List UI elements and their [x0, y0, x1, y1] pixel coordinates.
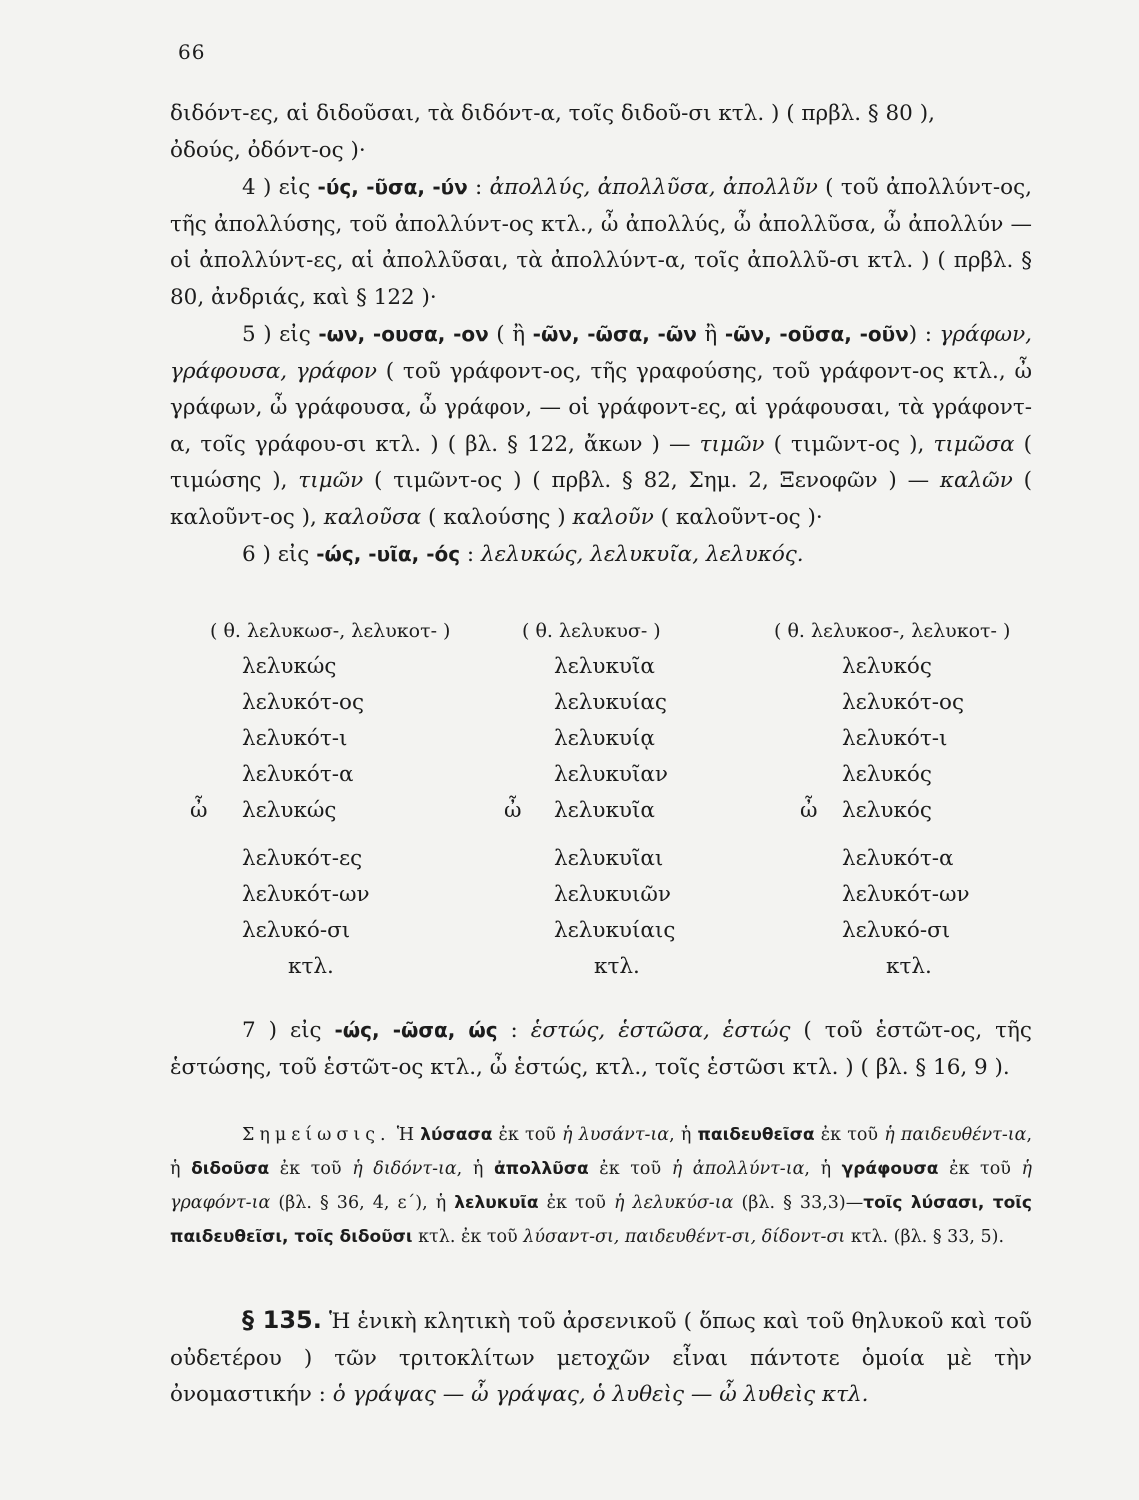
- form-cell: λελυκότ-ος: [242, 690, 364, 715]
- form-cell: λελυκώς: [242, 654, 337, 679]
- item-rest: ( τοῦ ἀπολλύντ-ος, τῆς ἀπολλύσης, τοῦ ἀπολλύντ-ος κτλ., ὦ ἀπολλύς, ὦ ἀπολλῦσα, ὦ ἀπολλύν — οἱ ἀπολλύντ-ες, αἱ ἀπολλῦσαι, τὰ ἀπολλύντ-α, τοῖς ἀπολλῦ-σι κτλ. ) ( πρβλ. § 80, ἀνδριάς, καὶ § 122 )·: [170, 175, 1032, 310]
- form-cell: λελυκότ-ι: [242, 726, 348, 751]
- examples: γράφων, γράφουσα, γράφον: [170, 322, 1032, 384]
- item-5: [170, 316, 1032, 536]
- form-cell: λελυκό-σι: [242, 918, 351, 943]
- vocative-marker: ὦ: [800, 798, 818, 823]
- form-cell: λελυκυῖα: [554, 798, 655, 823]
- bold-form: ἀπολλῦσα: [493, 1159, 589, 1179]
- text: ( τιμῶντ-ος ) ( πρβλ. § 82, Σημ. 2, Ξενοφῶν ) —: [363, 468, 940, 493]
- section-number: § 135.: [242, 1306, 322, 1334]
- form-cell: κτλ.: [594, 954, 640, 979]
- form-cell: λελυκυιῶν: [554, 882, 672, 907]
- note-paragraph: [170, 1118, 1032, 1254]
- italic-form: ἡ ἀπολλύντ-ια: [671, 1159, 805, 1179]
- text-line: διδόντ-ες, αἱ διδοῦσαι, τὰ διδόντ-α, τοῖς διδοῦ-σι κτλ. ) ( πρβλ. § 80 ),: [170, 101, 935, 126]
- text: Ἡ ἑνικὴ κλητικὴ τοῦ ἀρσενικοῦ ( ὅπως καὶ τοῦ θηλυκοῦ καὶ τοῦ οὐδετέρου ) τῶν τριτοκλίτων μετοχῶν εἶναι πάντοτε ὁμοία μὲ τὴν ὀνομαστικήν :: [170, 1309, 1032, 1407]
- note-label: Σημείωσις.: [242, 1125, 391, 1145]
- text: ἐκ τοῦ: [814, 1125, 885, 1145]
- text: ( ἢ: [488, 322, 533, 347]
- form-cell: κτλ.: [886, 954, 932, 979]
- bold-form: τοῖς λύσασι, τοῖς παιδευθεῖσι, τοῖς διδοῦσι: [170, 1193, 1033, 1247]
- form-cell: λελυκός: [842, 798, 932, 823]
- text-line: ὀδούς, ὀδόντ-ος )·: [170, 137, 366, 163]
- text: ἐκ τοῦ: [938, 1159, 1022, 1179]
- form-cell: λελυκυίαις: [554, 918, 676, 943]
- form-cell: λελυκότ-ι: [842, 726, 948, 751]
- form-cell: κτλ.: [288, 954, 334, 979]
- example-word: τιμῶν: [699, 431, 765, 457]
- form-cell: λελυκότ-ες: [242, 846, 363, 871]
- italic-form: ἡ λυσάντ-ια: [562, 1125, 670, 1145]
- vocative-marker: ὦ: [190, 798, 208, 823]
- example-word: καλοῦν: [572, 504, 654, 530]
- colon: :: [497, 1018, 531, 1043]
- text: (βλ. § 33,3)—: [733, 1193, 864, 1213]
- text: ( τιμώσης ),: [170, 431, 1032, 493]
- text: ἐκ τοῦ: [269, 1159, 353, 1179]
- text: ἐκ τοῦ: [538, 1193, 614, 1213]
- bold-form: διδοῦσα: [191, 1159, 270, 1179]
- item-lead: 6 ) εἰς: [242, 542, 317, 567]
- endings: -ώς, -ῶσα, ώς: [334, 1018, 498, 1042]
- section-135: [170, 1302, 1032, 1414]
- text: , ἡ: [170, 1125, 1033, 1179]
- text: , ἡ: [804, 1159, 842, 1179]
- body-text: [170, 96, 1032, 574]
- text: ) :: [908, 322, 940, 347]
- item-rest: ( τοῦ γράφοντ-ος, τῆς γραφούσης, τοῦ γράφοντ-ος κτλ., ὦ γράφων, ὦ γράφουσα, ὦ γράφον, — οἱ γράφοντ-ες, αἱ γράφουσαι, τὰ γράφοντ-α, τοῖς γράφου-σι κτλ. ) ( βλ. § 122, ἄκων ) —: [170, 358, 1032, 457]
- endings: -ώς, -υῖα, -ός: [316, 542, 461, 566]
- item-6: [170, 536, 1032, 574]
- endings: -ῶν, -ῶσα, -ῶν: [532, 322, 697, 346]
- item-7-block: [170, 1012, 1032, 1086]
- text: ( καλοῦντ-ος )·: [653, 504, 823, 530]
- page-number: 66: [178, 40, 206, 64]
- form-cell: λελυκυίας: [554, 690, 667, 715]
- form-cell: λελυκό-σι: [842, 918, 951, 943]
- item-lead: 5 ) εἰς: [242, 322, 319, 347]
- text: ἐκ τοῦ: [588, 1159, 672, 1179]
- column-header: ( θ. λελυκυσ- ): [522, 620, 661, 642]
- bold-form: λύσασα: [420, 1125, 493, 1145]
- form-cell: λελυκυῖα: [554, 654, 655, 679]
- text: , ἡ: [456, 1159, 494, 1179]
- example-word: τιμῶν: [298, 468, 364, 493]
- column-header: ( θ. λελυκοσ-, λελυκοτ- ): [774, 620, 1011, 642]
- examples: λελυκώς, λελυκυῖα, λελυκός.: [481, 542, 804, 567]
- examples: ἑστώς, ἑστῶσα, ἑστώς: [530, 1018, 791, 1043]
- item-4: [170, 169, 1032, 316]
- colon: :: [460, 542, 482, 567]
- text: ἢ: [696, 322, 725, 347]
- form-cell: λελυκότ-α: [242, 762, 354, 787]
- example-word: καλῶν: [939, 468, 1013, 493]
- text: Ἡ: [390, 1125, 421, 1145]
- bold-form: παιδευθεῖσα: [697, 1125, 815, 1145]
- bold-form: γράφουσα: [841, 1159, 939, 1179]
- item-lead: 4 ) εἰς: [242, 175, 318, 200]
- form-cell: λελυκός: [842, 762, 932, 787]
- form-cell: λελυκυίᾳ: [554, 726, 655, 751]
- text: κτλ. ἐκ τοῦ: [412, 1227, 524, 1247]
- text: ( καλοῦντ-ος ),: [170, 468, 1032, 530]
- vocative-marker: ὦ: [504, 798, 522, 823]
- examples: ἀπολλύς, ἀπολλῦσα, ἀπολλῦν: [489, 175, 818, 200]
- example-word: τιμῶσα: [933, 431, 1015, 457]
- paragraph-continued: [170, 96, 1032, 169]
- text: κτλ. (βλ. § 33, 5).: [845, 1227, 1005, 1247]
- example-word: καλοῦσα: [323, 504, 422, 530]
- italic-form: ἡ λελυκύσ-ια: [613, 1193, 734, 1213]
- text: ( καλούσης ): [421, 504, 573, 530]
- endings: -ῶν, -οῦσα, -οῦν: [724, 322, 909, 346]
- endings: -ων, -ουσα, -ον: [318, 322, 489, 346]
- italic-form: λύσαντ-σι, παιδευθέντ-σι, δίδοντ-σι: [523, 1227, 846, 1247]
- form-cell: λελυκός: [842, 654, 932, 679]
- form-cell: λελυκώς: [242, 798, 337, 823]
- text: ( τιμῶντ-ος ),: [764, 431, 934, 457]
- form-cell: λελυκότ-α: [842, 846, 954, 871]
- text: , ἡ: [669, 1125, 698, 1145]
- item-7: [170, 1012, 1032, 1086]
- italic-examples: ὁ γράψας — ὦ γράψας, ὁ λυθεὶς — ὦ λυθεὶς κτλ.: [332, 1382, 869, 1407]
- form-cell: λελυκυῖαν: [554, 762, 668, 787]
- colon: :: [467, 175, 490, 200]
- form-cell: λελυκότ-ος: [842, 690, 964, 715]
- item-rest: ( τοῦ ἑστῶτ-ος, τῆς ἑστώσης, τοῦ ἑστῶτ-ος κτλ., ὦ ἑστώς, κτλ., τοῖς ἑστῶσι κτλ. ) ( βλ. § 16, 9 ).: [170, 1018, 1032, 1080]
- form-cell: λελυκότ-ων: [842, 882, 970, 907]
- form-cell: λελυκότ-ων: [242, 882, 370, 907]
- italic-form: ἡ διδόντ-ια: [352, 1159, 457, 1179]
- form-cell: λελυκυῖαι: [554, 846, 664, 871]
- italic-form: ἡ παιδευθέντ-ια: [884, 1125, 1027, 1145]
- item-lead: 7 ) εἰς: [242, 1018, 335, 1043]
- column-header: ( θ. λελυκωσ-, λελυκοτ- ): [210, 620, 451, 642]
- bold-form: λελυκυῖα: [454, 1193, 539, 1213]
- endings: -ύς, -ῦσα, -ύν: [317, 175, 468, 199]
- text: (βλ. § 36, 4, ε΄), ἡ: [270, 1193, 455, 1213]
- italic-form: ἡ γραφόντ-ια: [170, 1159, 1032, 1213]
- text: ἐκ τοῦ: [492, 1125, 563, 1145]
